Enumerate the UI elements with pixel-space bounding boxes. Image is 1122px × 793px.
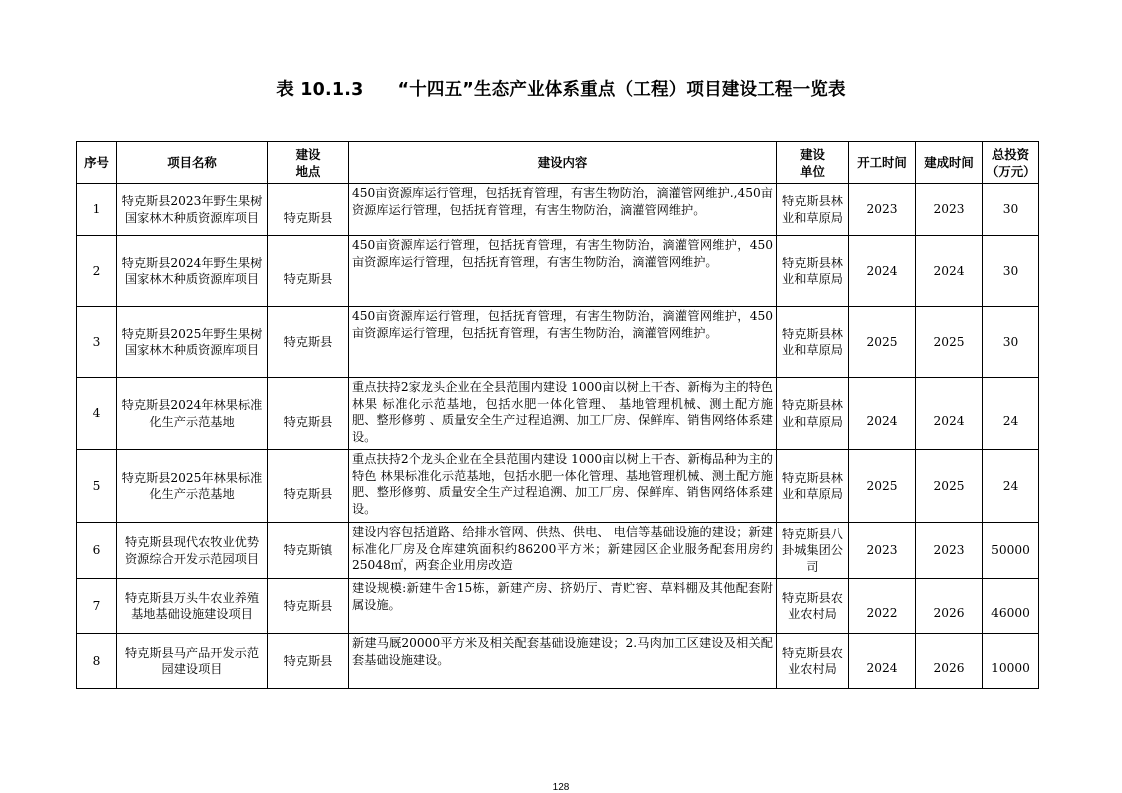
- row-name: 特克斯县现代农牧业优势资源综合开发示范园项目: [117, 523, 268, 579]
- row-location: 特克斯县: [268, 579, 349, 634]
- row-name: 特克斯县2024年林果标准化生产示范基地: [117, 378, 268, 450]
- row-content: 重点扶持2家龙头企业在全县范围内建设 1000亩以树上干杏、新梅为主的特色林果 标准化示范基地，包括水肥一体化管理、 基地管理机械、测土配方施肥、整形修剪 、质量安全生产过程追溯、加工厂房、保鲜库、销售网络体系建设。: [349, 378, 777, 450]
- header-invest: 总投资（万元）: [983, 142, 1039, 184]
- row-no: 2: [77, 236, 117, 307]
- row-content: 450亩资源库运行管理，包括抚育管理，有害生物防治，滴灌管网维护.,450亩资源库运行管理，包括抚育管理，有害生物防治，滴灌管网维护。: [349, 184, 777, 236]
- row-content: 建设规模:新建牛舍15栋，新建产房、挤奶厅、青贮窖、草料棚及其他配套附属设施。: [349, 579, 777, 634]
- row-invest: 10000: [983, 634, 1039, 689]
- row-unit: 特克斯县林业和草原局: [777, 450, 849, 523]
- table-row: [77, 523, 1039, 579]
- row-no: 7: [77, 579, 117, 634]
- row-end: 2024: [916, 378, 983, 450]
- row-invest: 24: [983, 450, 1039, 523]
- table-row: [77, 450, 1039, 523]
- header-content: 建设内容: [349, 142, 777, 184]
- row-start: 2024: [849, 634, 916, 689]
- row-location: 特克斯县: [268, 450, 349, 523]
- row-invest: 30: [983, 307, 1039, 378]
- header-name: 项目名称: [117, 142, 268, 184]
- row-no: 3: [77, 307, 117, 378]
- header-end: 建成时间: [916, 142, 983, 184]
- header-start: 开工时间: [849, 142, 916, 184]
- table-row: [77, 307, 1039, 378]
- row-no: 6: [77, 523, 117, 579]
- row-start: 2022: [849, 579, 916, 634]
- row-name: 特克斯县2024年野生果树国家林木种质资源库项目: [117, 236, 268, 307]
- row-unit: 特克斯县林业和草原局: [777, 184, 849, 236]
- row-name: 特克斯县2025年野生果树国家林木种质资源库项目: [117, 307, 268, 378]
- page-title: [0, 76, 1122, 101]
- row-end: 2023: [916, 523, 983, 579]
- table-row: [77, 579, 1039, 634]
- table-row: [77, 236, 1039, 307]
- table-code: 表 10.1.3: [276, 80, 364, 100]
- row-end: 2026: [916, 634, 983, 689]
- row-name: 特克斯县马产品开发示范园建设项目: [117, 634, 268, 689]
- row-invest: 30: [983, 184, 1039, 236]
- row-unit: 特克斯县八卦城集团公司: [777, 523, 849, 579]
- row-content: 450亩资源库运行管理，包括抚育管理，有害生物防治，滴灌管网维护，450亩资源库运行管理，包括抚育管理，有害生物防治，滴灌管网维护。: [349, 307, 777, 378]
- row-invest: 50000: [983, 523, 1039, 579]
- row-end: 2024: [916, 236, 983, 307]
- row-location: 特克斯县: [268, 634, 349, 689]
- row-start: 2023: [849, 523, 916, 579]
- table-row: [77, 184, 1039, 236]
- row-name: 特克斯县万头牛农业养殖基地基础设施建设项目: [117, 579, 268, 634]
- row-end: 2026: [916, 579, 983, 634]
- row-name: 特克斯县2023年野生果树国家林木种质资源库项目: [117, 184, 268, 236]
- row-content: 重点扶持2个龙头企业在全县范围内建设 1000亩以树上干杏、新梅品种为主的特色 林果标准化示范基地，包括水肥一体化管理、基地管理机械、测土配方施肥、整形修剪、质量安全生产过程追溯、加工厂房、保鲜库、销售网络体系建设。: [349, 450, 777, 523]
- table-title-text: “十四五”生态产业体系重点（工程）项目建设工程一览表: [397, 80, 846, 100]
- row-content: 新建马厩20000平方米及相关配套基础设施建设；2.马肉加工区建设及相关配套基础设施建设。: [349, 634, 777, 689]
- projects-table: [76, 141, 1039, 689]
- row-end: 2025: [916, 307, 983, 378]
- row-no: 5: [77, 450, 117, 523]
- row-start: 2023: [849, 184, 916, 236]
- page-number: 128: [552, 782, 570, 793]
- row-invest: 46000: [983, 579, 1039, 634]
- row-start: 2024: [849, 236, 916, 307]
- row-start: 2024: [849, 378, 916, 450]
- row-no: 1: [77, 184, 117, 236]
- header-no: 序号: [77, 142, 117, 184]
- row-location: 特克斯县: [268, 307, 349, 378]
- table-row: [77, 378, 1039, 450]
- row-start: 2025: [849, 450, 916, 523]
- row-unit: 特克斯县林业和草原局: [777, 307, 849, 378]
- table-header-row: [77, 142, 1039, 184]
- row-content: 建设内容包括道路、给排水管网、供热、供电、 电信等基础设施的建设；新建标准化厂房及仓库建筑面积约86200平方米；新建园区企业服务配套用房约25048㎡，两套企业用房改造: [349, 523, 777, 579]
- row-content: 450亩资源库运行管理，包括抚育管理，有害生物防治，滴灌管网维护，450亩资源库运行管理，包括抚育管理，有害生物防治，滴灌管网维护。: [349, 236, 777, 307]
- row-unit: 特克斯县林业和草原局: [777, 378, 849, 450]
- row-end: 2023: [916, 184, 983, 236]
- row-unit: 特克斯县农业农村局: [777, 579, 849, 634]
- row-invest: 30: [983, 236, 1039, 307]
- row-invest: 24: [983, 378, 1039, 450]
- row-no: 4: [77, 378, 117, 450]
- row-unit: 特克斯县农业农村局: [777, 634, 849, 689]
- row-location: 特克斯县: [268, 184, 349, 236]
- row-unit: 特克斯县林业和草原局: [777, 236, 849, 307]
- row-no: 8: [77, 634, 117, 689]
- row-location: 特克斯镇: [268, 523, 349, 579]
- row-name: 特克斯县2025年林果标准化生产示范基地: [117, 450, 268, 523]
- header-location: 建设 地点: [268, 142, 349, 184]
- row-location: 特克斯县: [268, 236, 349, 307]
- row-end: 2025: [916, 450, 983, 523]
- header-unit: 建设 单位: [777, 142, 849, 184]
- table-row: [77, 634, 1039, 689]
- row-location: 特克斯县: [268, 378, 349, 450]
- row-start: 2025: [849, 307, 916, 378]
